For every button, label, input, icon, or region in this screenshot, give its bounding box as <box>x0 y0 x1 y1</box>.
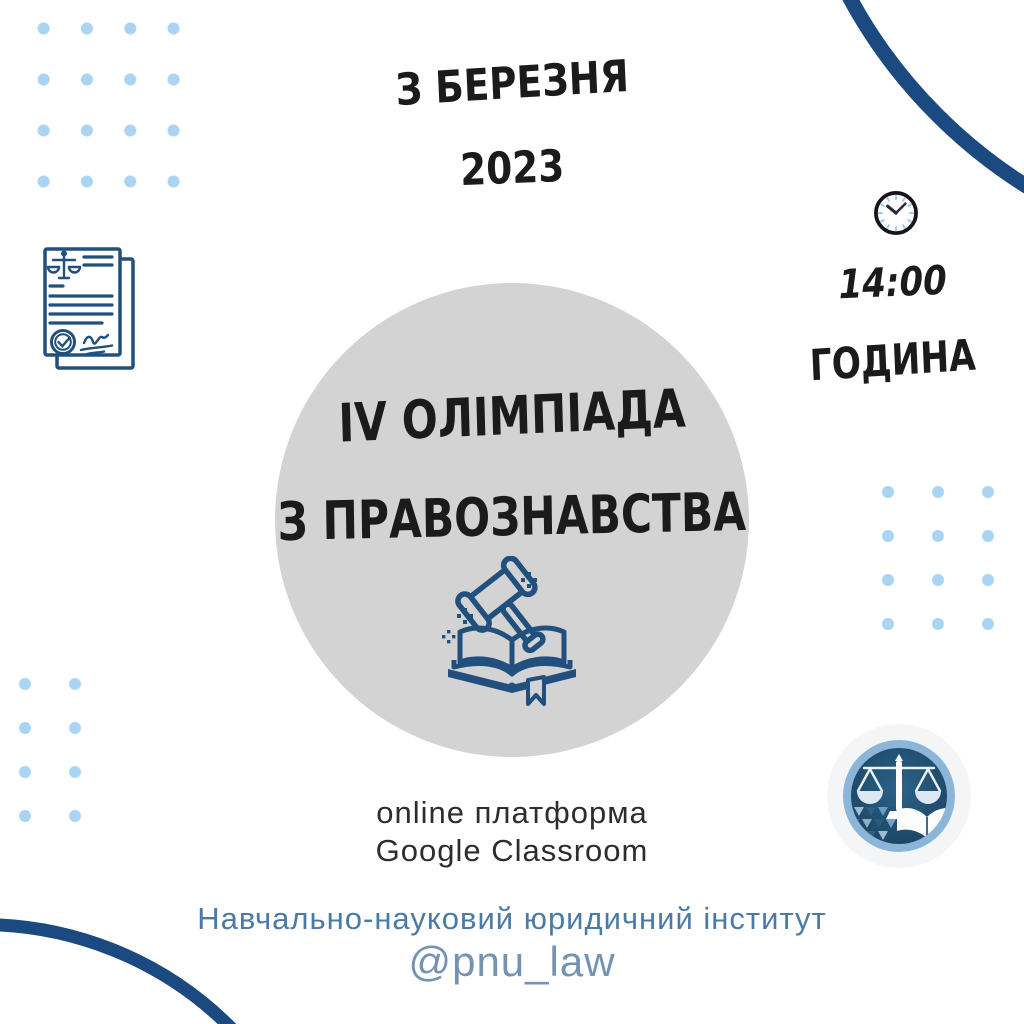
clock-icon <box>873 190 919 236</box>
institute-name-text: Навчально-науковий юридичний інститут <box>197 901 827 936</box>
event-date-year-text: 2023 <box>459 140 565 197</box>
event-time-label-text: ГОДИНА <box>809 330 977 392</box>
event-title-line1 <box>0 378 1024 455</box>
social-handle <box>0 938 1024 986</box>
social-handle-text: @pnu_law <box>408 938 616 985</box>
event-time-text: 14:00 <box>838 257 948 309</box>
event-date-month <box>0 50 1024 117</box>
gavel-book-icon <box>435 556 605 708</box>
event-date-year <box>0 140 1024 197</box>
platform-line2-text: Google Classroom <box>375 833 649 868</box>
event-time-label <box>788 330 998 392</box>
event-time <box>788 257 998 309</box>
event-title-line1-text: IV ОЛІМПІАДА <box>337 378 687 455</box>
platform-line1-text: online платформа <box>376 795 648 830</box>
event-date-month-text: З БЕРЕЗНЯ <box>394 50 630 117</box>
scales-book-logo-icon <box>824 721 974 871</box>
event-title-line2-text: З ПРАВОЗНАВСТВА <box>277 481 747 554</box>
legal-document-icon <box>36 243 141 375</box>
institute-name <box>0 901 1024 937</box>
event-title-line2 <box>0 481 1024 554</box>
